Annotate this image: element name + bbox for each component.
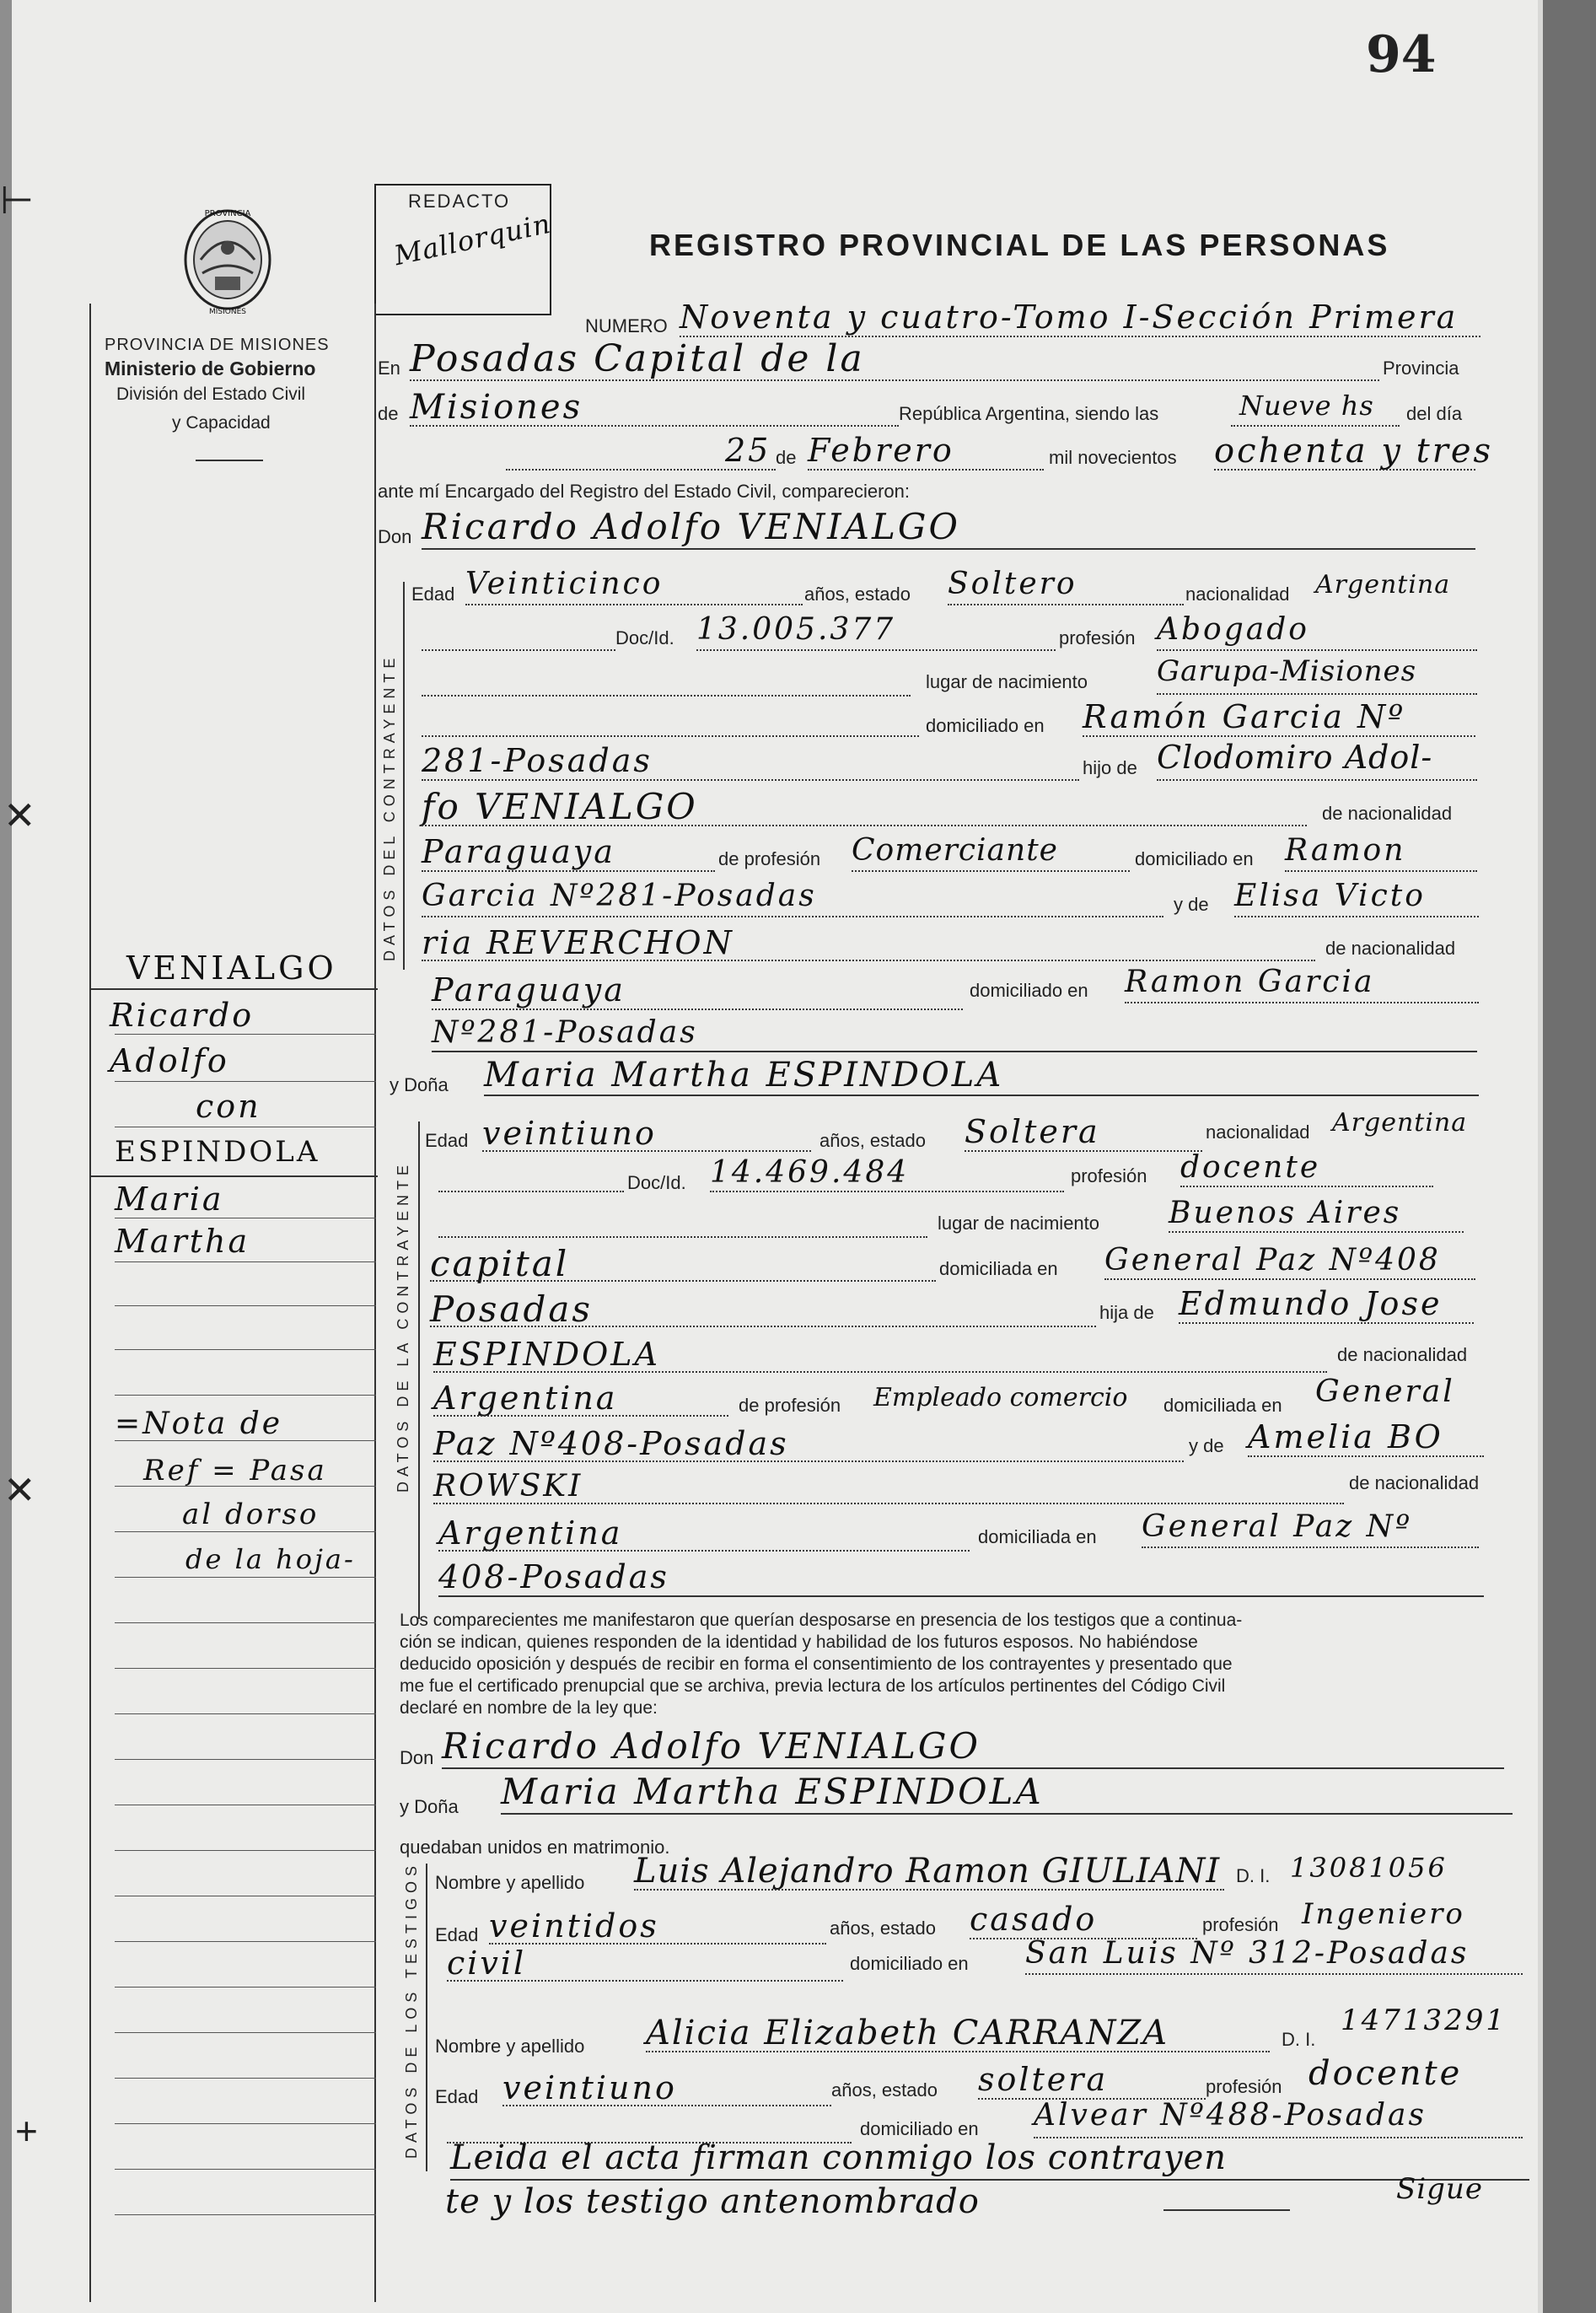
domicilio-label: domiciliado en — [860, 2118, 979, 2139]
hija-label: hija de — [1099, 1302, 1154, 1323]
madre-nac-label: de nacionalidad — [1349, 1472, 1480, 1493]
bride-name: Maria Martha ESPINDOLA — [484, 1056, 1004, 1095]
section-bracket — [426, 1864, 427, 2171]
lugar-label: lugar de nacimiento — [938, 1213, 1100, 1234]
bride-nacionalidad: Argentina — [1332, 1108, 1468, 1138]
page-number: 94 — [1366, 25, 1437, 84]
edad-label: Edad — [425, 1130, 469, 1151]
bride-estado: Soltera — [965, 1113, 1100, 1150]
divider — [196, 460, 263, 461]
profesion-label: profesión — [1202, 1914, 1279, 1935]
domicilio-label: domiciliado en — [850, 1953, 969, 1974]
bride-madre-1: Amelia BO — [1248, 1418, 1443, 1455]
svg-text:MISIONES: MISIONES — [208, 308, 247, 316]
nombre-label: Nombre y apellido — [435, 2036, 585, 2057]
bride-profesion: docente — [1180, 1150, 1321, 1185]
groom-nacionalidad: Argentina — [1315, 570, 1451, 600]
profesion-label: profesión — [1071, 1165, 1147, 1186]
declaration-line-2: ción se indican, quienes responden de la identidad y habilidad de los futuros esposos. No habiéndose — [400, 1633, 1198, 1652]
del-dia-label: del día — [1406, 403, 1463, 424]
section-bracket — [403, 582, 405, 970]
anios-label: años, estado — [819, 1130, 926, 1151]
en-label: En — [378, 358, 400, 379]
bride-doc: 14.469.484 — [710, 1155, 910, 1190]
groom-domicilio-1: Ramón Garcia Nº — [1083, 698, 1406, 735]
nombre-label: Nombre y apellido — [435, 1872, 585, 1893]
ministry-label: Ministerio de Gobierno — [105, 358, 316, 379]
dona-label: y Doña — [390, 1074, 449, 1095]
madre-nac-label: de nacionalidad — [1325, 938, 1456, 959]
y-de-label: y de — [1189, 1435, 1224, 1456]
witness1-prof-1: Ingeniero — [1302, 1897, 1465, 1931]
bride-domicilio-1: General Paz Nº408 — [1104, 1243, 1441, 1278]
anios-label: años, estado — [831, 2079, 938, 2101]
numero-label: NUMERO — [585, 315, 668, 336]
mil-label: mil novecientos — [1049, 447, 1177, 468]
province-label: PROVINCIA DE MISIONES — [105, 336, 330, 354]
bride-section-label: DATOS DE LA CONTRAYENTE — [395, 1159, 411, 1493]
groom-madre-1: Elisa Victo — [1234, 879, 1426, 913]
left-margin-line — [89, 304, 91, 2302]
witness2-name: Alicia Elizabeth CARRANZA — [646, 2014, 1169, 2052]
closing-line-1: Leida el acta firman conmigo los contrayen — [450, 2138, 1228, 2177]
bride-madre-dom-1: General Paz Nº — [1142, 1509, 1413, 1544]
doc-label: Doc/Id. — [615, 627, 674, 648]
bride-padre-dom-2: Paz Nº408-Posadas — [433, 1425, 789, 1462]
redacto-label: REDACTO — [408, 191, 511, 212]
de-value: Misiones — [410, 388, 583, 427]
witness1-edad: veintidos — [489, 1907, 659, 1945]
punch-mark: ✕ — [3, 793, 36, 837]
bride-padre-dom-1: General — [1315, 1374, 1455, 1409]
groom-padre-prof: Comerciante — [852, 833, 1058, 868]
lugar-label: lugar de nacimiento — [926, 671, 1088, 692]
division-label: División del Estado Civil — [116, 385, 306, 404]
margin-note-4: de la hoja- — [185, 1543, 356, 1575]
madre-dom-label: domiciliado en — [970, 980, 1088, 1001]
groom-madre-dom-1: Ramon Garcia — [1125, 965, 1375, 999]
groom-section-label: DATOS DEL CONTRAYENTE — [381, 653, 398, 961]
groom-padre-dom-1: Ramon — [1285, 833, 1406, 868]
groom-padre-dom-2: Garcia Nº281-Posadas — [422, 879, 817, 913]
declaration-line-1: Los comparecientes me manifestaron que querían desposarse en presencia de los testigos que a continua- — [400, 1611, 1243, 1630]
groom-name: Ricardo Adolfo VENIALGO — [422, 506, 960, 547]
groom-lugar: Garupa-Misiones — [1157, 654, 1417, 688]
body-margin-line — [374, 304, 376, 2302]
padre-dom-label: domiciliada en — [1163, 1395, 1282, 1416]
domicilio-label: domiciliado en — [926, 715, 1045, 736]
groom-madre-nac: Paraguaya — [432, 971, 626, 1009]
anios-label: años, estado — [804, 584, 911, 605]
groom-padre-nac: Paraguaya — [422, 833, 615, 870]
unidos-text: quedaban unidos en matrimonio. — [400, 1837, 670, 1858]
groom-doc: 13.005.377 — [696, 612, 896, 647]
witness1-dom: San Luis Nº 312-Posadas — [1025, 1936, 1470, 1971]
svg-text:PROVINCIA: PROVINCIA — [204, 209, 251, 218]
witness2-estado: soltera — [978, 2061, 1109, 2098]
witness2-dom: Alvear Nº488-Posadas — [1034, 2098, 1427, 2133]
document-title: REGISTRO PROVINCIAL DE LAS PERSONAS — [649, 228, 1390, 262]
edad-label: Edad — [435, 2086, 479, 2107]
margin-name-4: Martha — [115, 1223, 250, 1260]
bride-padre-1: Edmundo Jose — [1179, 1285, 1443, 1322]
witness1-di: 13081056 — [1290, 1852, 1448, 1884]
doc-label: Doc/Id. — [627, 1172, 686, 1193]
margin-note-1: =Nota de — [115, 1407, 283, 1441]
provincia-label: Provincia — [1383, 358, 1459, 379]
bride-madre-dom-2: 408-Posadas — [438, 1558, 669, 1595]
provincial-seal-icon — [177, 199, 278, 317]
anios-label: años, estado — [830, 1918, 936, 1939]
witness2-di: 14713291 — [1341, 2004, 1507, 2037]
di-label: D. I. — [1282, 2029, 1316, 2050]
madre-dom-label: domiciliada en — [978, 1526, 1097, 1547]
de-mes-label: de — [776, 447, 797, 468]
anio-value: ochenta y tres — [1214, 432, 1494, 471]
republica-label: República Argentina, siendo las — [899, 403, 1159, 424]
capacity-label: y Capacidad — [172, 413, 271, 433]
witness2-edad: veintiuno — [502, 2069, 677, 2106]
declaration-line-3: deducido oposición y después de recibir en forma el consentimiento de los contrayentes y presentado que — [400, 1654, 1233, 1674]
declared-bride: Maria Martha ESPINDOLA — [501, 1771, 1044, 1812]
profesion-label: profesión — [1206, 2076, 1282, 2097]
de-profesion-label: de profesión — [739, 1395, 841, 1416]
nacionalidad-label: nacionalidad — [1185, 584, 1290, 605]
en-value: Posadas Capital de la — [410, 337, 865, 380]
bride-domicilio-2: Posadas — [430, 1288, 593, 1330]
nacionalidad-label: nacionalidad — [1206, 1122, 1310, 1143]
margin-surname: VENIALGO — [126, 949, 337, 987]
declaration-line-5: declaré en nombre de la ley que: — [400, 1698, 658, 1718]
groom-madre-2: ria REVERCHON — [422, 924, 734, 961]
redacto-signature: Mallorquin — [391, 207, 554, 272]
groom-estado: Soltero — [948, 567, 1077, 601]
de-profesion-label: de profesión — [718, 848, 821, 869]
don-label: Don — [378, 526, 412, 547]
di-label: D. I. — [1236, 1865, 1271, 1886]
page-edge — [1543, 0, 1596, 2313]
witness1-prof-2: civil — [447, 1945, 527, 1982]
punch-mark: ✕ — [3, 1468, 36, 1512]
margin-note-2: Ref = Pasa — [143, 1454, 327, 1487]
witnesses-section-label: DATOS DE LOS TESTIGOS — [403, 1860, 420, 2159]
margin-con: con — [196, 1088, 261, 1125]
bride-padre-prof: Empleado comercio — [873, 1383, 1128, 1412]
section-bracket — [418, 1122, 420, 1619]
witness1-name: Luis Alejandro Ramon GIULIANI — [634, 1852, 1221, 1891]
sigue-text: Sigue — [1396, 2172, 1483, 2206]
groom-madre-dom-2: Nº281-Posadas — [432, 1015, 698, 1050]
punch-mark: + — [15, 2109, 38, 2153]
bride-padre-2: ESPINDOLA — [433, 1336, 660, 1373]
bride-edad: veintiuno — [482, 1115, 657, 1152]
y-de-label: y de — [1174, 894, 1209, 915]
margin-name-2: Adolfo — [110, 1042, 229, 1079]
bride-madre-2: ROWSKI — [433, 1469, 583, 1503]
mes-value: Febrero — [808, 432, 954, 469]
closing-line-2: te y los testigo antenombrado — [445, 2182, 980, 2221]
groom-profesion: Abogado — [1157, 612, 1309, 647]
bride-lugar-1: Buenos Aires — [1169, 1196, 1402, 1230]
bride-madre-nac: Argentina — [438, 1514, 623, 1552]
hora-value: Nueve hs — [1239, 390, 1374, 422]
bride-lugar-2: capital — [430, 1243, 570, 1284]
margin-name-1: Ricardo — [110, 997, 255, 1034]
ante-label: ante mí Encargado del Registro del Estado Civil, comparecieron: — [378, 481, 910, 502]
padre-dom-label: domiciliado en — [1135, 848, 1254, 869]
numero-value: Noventa y cuatro-Tomo I-Sección Primera — [680, 299, 1459, 336]
witness2-prof: docente — [1309, 2054, 1463, 2093]
domicilio-label: domiciliada en — [939, 1258, 1058, 1279]
margin-surname-2: ESPINDOLA — [115, 1135, 320, 1169]
de-nacionalidad-label: de nacionalidad — [1337, 1344, 1468, 1365]
groom-padre-2: fo VENIALGO — [422, 786, 698, 827]
groom-edad: Veinticinco — [465, 567, 664, 601]
declaration-line-4: me fue el certificado prenupcial que se archiva, previa lectura de los artículos pertinentes del Código Civil — [400, 1676, 1226, 1696]
dona-label: y Doña — [400, 1796, 459, 1817]
don-label: Don — [400, 1747, 434, 1768]
dia-value: 25 — [725, 432, 771, 469]
profesion-label: profesión — [1059, 627, 1136, 648]
margin-note-3: al dorso — [182, 1498, 320, 1531]
margin-name-3: Maria — [115, 1181, 224, 1218]
edad-label: Edad — [435, 1924, 479, 1945]
groom-domicilio-2: 281-Posadas — [422, 742, 653, 779]
edad-label: Edad — [411, 584, 455, 605]
de-nacionalidad-label: de nacionalidad — [1322, 803, 1453, 824]
declared-groom: Ricardo Adolfo VENIALGO — [442, 1725, 981, 1767]
hijo-label: hijo de — [1083, 757, 1137, 778]
bride-padre-nac: Argentina — [433, 1380, 618, 1417]
punch-mark: ⊢ — [0, 178, 35, 222]
de-label: de — [378, 403, 399, 424]
groom-padre-1: Clodomiro Adol- — [1157, 739, 1433, 776]
witness1-estado: casado — [970, 1901, 1098, 1938]
